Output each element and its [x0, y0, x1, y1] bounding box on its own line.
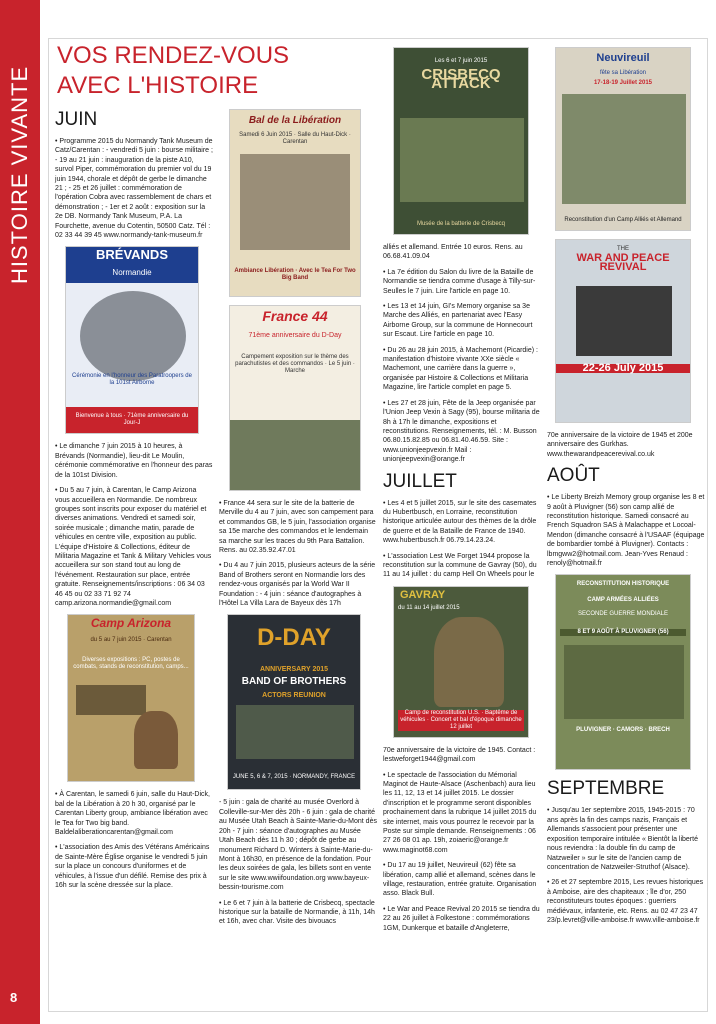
event-band-of-brothers-schedule: - 5 juin : gala de charité au musée Overlord à Colleville-sur-Mer dès 20h - 6 juin : gala de charité au Musée Utah Beach à Sainte-Marie-du-Mont dès 20h - 7 juin : séance d'autographes au Musée Utah Beach dès 11 h 30 ; dépôt de gerbe au monument Richard D. Winters à Sainte-Marie-du-Mont à 16h30, en présence de la fondation. Pour les deux soirées de gala, les billets sont en vente sur le site www.wwiifoundation.org www.bayeux-bessin-tourisme.com — [219, 799, 377, 892]
poster-france44-mid: Campement exposition sur le thème des parachutistes et des commandos · Le 5 juin · Marche — [235, 354, 355, 374]
event-band-of-brothers: • Du 4 au 7 juin 2015, plusieurs acteurs de la série Band of Brothers seront en Normandie lors des rendez-vous organisés par la World War II Foundation : - 4 juin : séance d'autographes à l'Hôtel La Villa Lara de Bayeux dès 17h — [219, 562, 376, 608]
poster-bal-sub: Samedi 6 Juin 2015 · Salle du Haut-Dick · Carentan — [239, 132, 351, 145]
poster-wp-title: WAR AND PEACE REVIVAL — [576, 252, 670, 274]
poster-brevands — [65, 246, 199, 434]
poster-brevands-foot: Bienvenue à tous · 71ème anniversaire du Jour-J — [75, 413, 189, 427]
event-tank-museum: • Programme 2015 du Normandy Tank Museum de Catz/Carentan : - vendredi 5 juin : bourse militaire ; - 19 au 21 juin : inauguration de la piste A10, survol Piper, commémoration du premier vol du 19 juin 1944, chorale et dépôt de gerbe le dimanche 21 ; - 25 et 26 juillet : commémoration de l'opération Cobra avec rassemblement de chars et démonstration ; - 1er et 2 août : exposition sur la 2e DB. Normandy Tank Museum, P.A. La Fourchette, avenue du Cotentin, 50500 Catz. Tél : 02 33 44 39 45 www.normandy-tank-museum.fr — [55, 138, 213, 240]
event-brevands: • Le dimanche 7 juin 2015 à 10 heures, à Brévands (Normandie), lieu-dit Le Moulin, cérémonie commémorative en l'honneur des paras de la 101st Division. — [55, 443, 213, 479]
poster-crisbecq-foot: Musée de la batterie de Crisbecq — [416, 221, 506, 227]
title-line-2: AVEC L'HISTOIRE — [57, 72, 259, 99]
event-natzweiler: • Jusqu'au 1er septembre 2015, 1945-2015 : 70 ans après la fin des camps nazis, Français et Allemands s'associent pour présenter une exposition temporaire intitulée « Bientôt la liberté nous reviendra : la double fin du camp de Natzweiler » sur le site de l'ancien camp de concentration de Natzweiler-Struthof (Alsace). — [547, 807, 698, 871]
event-maginot: • Le spectacle de l'association du Mémorial Maginot de Haute-Alsace (Aschenbach) aura lieu les 11, 12, 13 et 14 juillet 2015. Le dossier d'inscription et le programme seront disponibles prochainement dans la rubrique 14 juillet 2015 du site internet, mais vous pourrez le recevoir par la Poste sur simple demande. Renseignements : 06 27 26 08 01 ap. 19h, zoiaeric@orange.fr www.maginot68.com — [383, 771, 537, 854]
poster-arizona-title: Camp Arizona — [90, 616, 172, 631]
poster-neuvireuil-dates: 17-18-19 Juillet 2015 — [593, 80, 653, 86]
poster-bal-foot: Ambiance Libération · Avec le Tea For Two Big Band — [234, 268, 356, 281]
event-liberty-breizh: • Le Liberty Breizh Memory group organise les 8 et 9 août à Pluvigner (56) son camp allié de reconstitution historique. Samedi consacré au French Squadron SAS à Malachappe et Locoal-Mendon (dimanche consacré à l'USAAF (équipage de bombardier tombé à Pluvigner). Contacts : lbmgww2@hotmail.com. Jean-Yves Renaud : renoly@hotmail.fr — [547, 494, 705, 568]
event-war-and-peace: • Le War and Peace Revival 20 2015 se tiendra du 22 au 26 juillet à Folkestone : commémorations 1GM, Dunkerque et bataille d'Angleterre, — [383, 905, 540, 932]
poster-crisbecq-attack — [393, 47, 529, 235]
event-gis-memory: • Les 13 et 14 juin, GI's Memory organise sa 3e Marche des Alliés, en partenariat avec l'Easy Airborne Group, sur la commune de Honnecourt sur Escaut. Lire l'article en page 10. — [383, 303, 533, 339]
column-2 — [219, 109, 377, 933]
poster-camp-arizona — [67, 614, 195, 782]
poster-arizona-mid: Diverses expositions : PC, postes de combats, stands de reconstitution, camps... — [73, 657, 189, 671]
article-title — [57, 41, 367, 101]
poster-bal-liberation — [229, 109, 361, 297]
event-machemont: • Du 26 au 28 juin 2015, à Machemont (Picardie) : manifestation d'histoire vivante XXe siècle « Machemont, une carrière dans la guerre », organisée par Histoire & Collections et Militaria Magazine, lire l'article complet en page 5. — [383, 346, 538, 392]
poster-france44-sub: 71ème anniversaire du D-Day — [248, 332, 342, 339]
poster-crisbecq-title: CRISBECQ ATTACK — [421, 66, 501, 93]
event-france-44: • France 44 sera sur le site de la batterie de Merville du 4 au 7 juin, avec son campement para et commandos GB, le 5 juin, l'association organise sa 15e marche des commandos et le lendemain sa marche sur les traces du 9th Para Battalion. Rens. au 02.35.92.47.01 — [219, 500, 376, 555]
poster-pluvigner-t4: 8 ET 9 AOÛT À PLUVIGNER (56) — [560, 629, 686, 636]
poster-dday-band: BAND OF BROTHERS — [241, 676, 347, 688]
poster-gavray-foot: Camp de reconstitution U.S. · Baptême de véhicules · Concert et bal d'époque dimanche 12 juillet — [398, 710, 524, 731]
poster-gavray-title: GAVRAY — [400, 588, 446, 601]
month-heading-juillet: JUILLET — [383, 470, 457, 492]
column-3 — [383, 47, 541, 939]
poster-brevands-title: BRÉVANDS — [96, 247, 168, 263]
poster-pluvigner-t2: CAMP ARMÉES ALLIÉES — [587, 597, 659, 604]
event-neuvireuil: • Du 17 au 19 juillet, Neuvireuil (62) fête sa libération, camp allié et allemand, scènes dans le village, restauration, entrée gratuite. Organisation asso. Black Bull. — [383, 862, 537, 898]
month-heading-juin: JUIN — [55, 109, 98, 130]
poster-neuvireuil-title: Neuvireuil — [596, 52, 650, 64]
month-heading-aout: AOÛT — [547, 465, 600, 487]
poster-brevands-mid: Cérémonie en l'honneur des Paratroopers de la 101st Airborne — [72, 373, 192, 387]
poster-wp-top: THE — [617, 246, 629, 252]
poster-pluvigner-t5: PLUVIGNER · CAMORS · BRECH — [576, 727, 670, 734]
section-title: HISTOIRE VIVANTE — [7, 65, 32, 284]
event-lwf-contact: 70e anniversaire de la victoire de 1945. Contact : lestweforget1944@gmail.com — [383, 746, 536, 764]
event-sainte-mere-eglise: • L'association des Amis des Vétérans Américains de Sainte-Mère Église organise le vendredi 5 juin sur la place un concours d'uniformes et de véhicules, à l'issue d'un défilé. Remise des prix à 16h sur la scène dressée sur la place. — [55, 844, 210, 890]
poster-pluvigner — [555, 574, 691, 770]
poster-neuvireuil-sub: fête sa Libération — [599, 70, 647, 76]
event-fete-jeep: • Les 27 et 28 juin, Fête de la Jeep organisée par l'Union Jeep Vexin à Sagy (95), bourse militaria de 8h à 17h le dimanche, expositions et reconstitutions. Renseignements, tél. : M. Busson 06.80.15.82.85 ou 06.81.40.46.59. Site : www.unionjeepvexin.fr Mail : unionjeepvexin@orange.fr — [383, 399, 540, 464]
poster-france44-title: France 44 — [262, 308, 328, 324]
poster-france-44 — [229, 305, 361, 491]
column-4 — [547, 47, 705, 931]
poster-gavray — [393, 586, 529, 738]
event-crisbecq: • Le 6 et 7 juin à la batterie de Crisbecq, spectacle historique sur la bataille de Normandie, à 11h, 14h et 16h, avec char. Visite des bivouacs — [219, 899, 375, 926]
poster-dday-foot: JUNE 5, 6 & 7, 2015 · NORMANDY, FRANCE — [232, 774, 356, 781]
event-camp-arizona: • Du 5 au 7 juin, à Carentan, le Camp Arizona vous accueillera en Normandie. De nombreux groupes sont inscrits pour exposer du matériel et diverses animations. Vendredi et samedi soir, soirée musicale ; dimanche matin, parade de véhicules en centre ville, exposition au public. L'équipe d'Histoire & Collections, éditeur de Militaria Magazine et Tank & Military Vehicles vous accueillera sur son stand tout au long de l'événement. Restauration sur place, entrée gratuite. Renseignements/inscriptions : 06 34 03 46 45 ou 02 33 71 92 74 camp.arizona.normandie@gmail.com — [55, 487, 212, 607]
column-1 — [55, 109, 213, 896]
month-heading-septembre: SEPTEMBRE — [547, 778, 665, 800]
poster-dday-actors: ACTORS REUNION — [262, 692, 326, 700]
sidebar — [0, 0, 40, 1024]
poster-dday-sub: ANNIVERSARY 2015 — [259, 666, 329, 674]
event-bal-carentan: • À Carentan, le samedi 6 juin, salle du Haut-Dick, bal de la Libération à 20 h 30, organisé par le Carentan Liberty group, ambiance libération avec le Tea for Two big band. Baldelaliberationcarentan@gmail.com — [55, 791, 210, 836]
poster-crisbecq-top: Les 6 et 7 juin 2015 — [434, 58, 488, 64]
event-crisbecq-rens: alliés et allemand. Entrée 10 euros. Rens. au 06.68.41.09.04 — [383, 244, 523, 261]
poster-bal-title: Bal de la Libération — [248, 115, 342, 126]
event-salon-livre: • La 7e édition du Salon du livre de la Bataille de Normandie se tiendra comme d'usage à Tilly-sur-Seulles le 7 juin. Lire l'article en page 10. — [383, 268, 536, 295]
event-amboise: • 26 et 27 septembre 2015, Les revues historiques à Amboise, aire des chapiteaux ; île d'or, 250 reconstituteurs toutes époques : guerriers médiévaux, infanterie, etc. Rens. au 02 47 23 47 23/p.levret@ville-amboise.fr www.ville-amboise.fr — [547, 879, 704, 924]
poster-dday-bob — [227, 614, 361, 790]
poster-gavray-sub: du 11 au 14 juillet 2015 — [398, 604, 460, 611]
article-frame — [48, 38, 708, 1012]
event-war-and-peace-anniv: 70e anniversaire de la victoire de 1945 et 200e anniversaire des Gurkhas. www.thewarandpeacerevival.co.uk — [547, 432, 693, 458]
event-lest-we-forget: • L'association Lest We Forget 1944 propose la reconstitution sur la commune de Gavray (50), du 11 au 14 juillet : du camp Hell On Wheels pour le — [383, 552, 537, 579]
poster-pluvigner-t1: RECONSTITUTION HISTORIQUE — [576, 581, 670, 588]
event-hubertbusch: • Les 4 et 5 juillet 2015, sur le site des casemates du Hubertbusch, en Lorraine, reconstitution historique articulée autour des thèmes de la drôle de guerre et de la Bataille de France de 1940. www.hubertbusch.fr 06.79.14.23.24. — [383, 499, 537, 545]
poster-neuvireuil — [555, 47, 691, 231]
poster-arizona-sub: du 5 au 7 juin 2015 · Carentan — [90, 637, 172, 644]
poster-wp-dates: 22-26 July 2015 — [556, 364, 690, 373]
poster-brevands-sub: Normandie — [112, 268, 152, 278]
title-line-1: VOS RENDEZ-VOUS — [57, 42, 290, 69]
poster-war-and-peace — [555, 239, 691, 423]
poster-dday-title: D-DAY — [257, 624, 331, 652]
poster-neuvireuil-foot: Reconstitution d'un Camp Alliés et Allemand — [564, 217, 682, 223]
page-number: 8 — [10, 990, 18, 1005]
poster-pluvigner-t3: SECONDE GUERRE MONDIALE — [577, 611, 668, 618]
